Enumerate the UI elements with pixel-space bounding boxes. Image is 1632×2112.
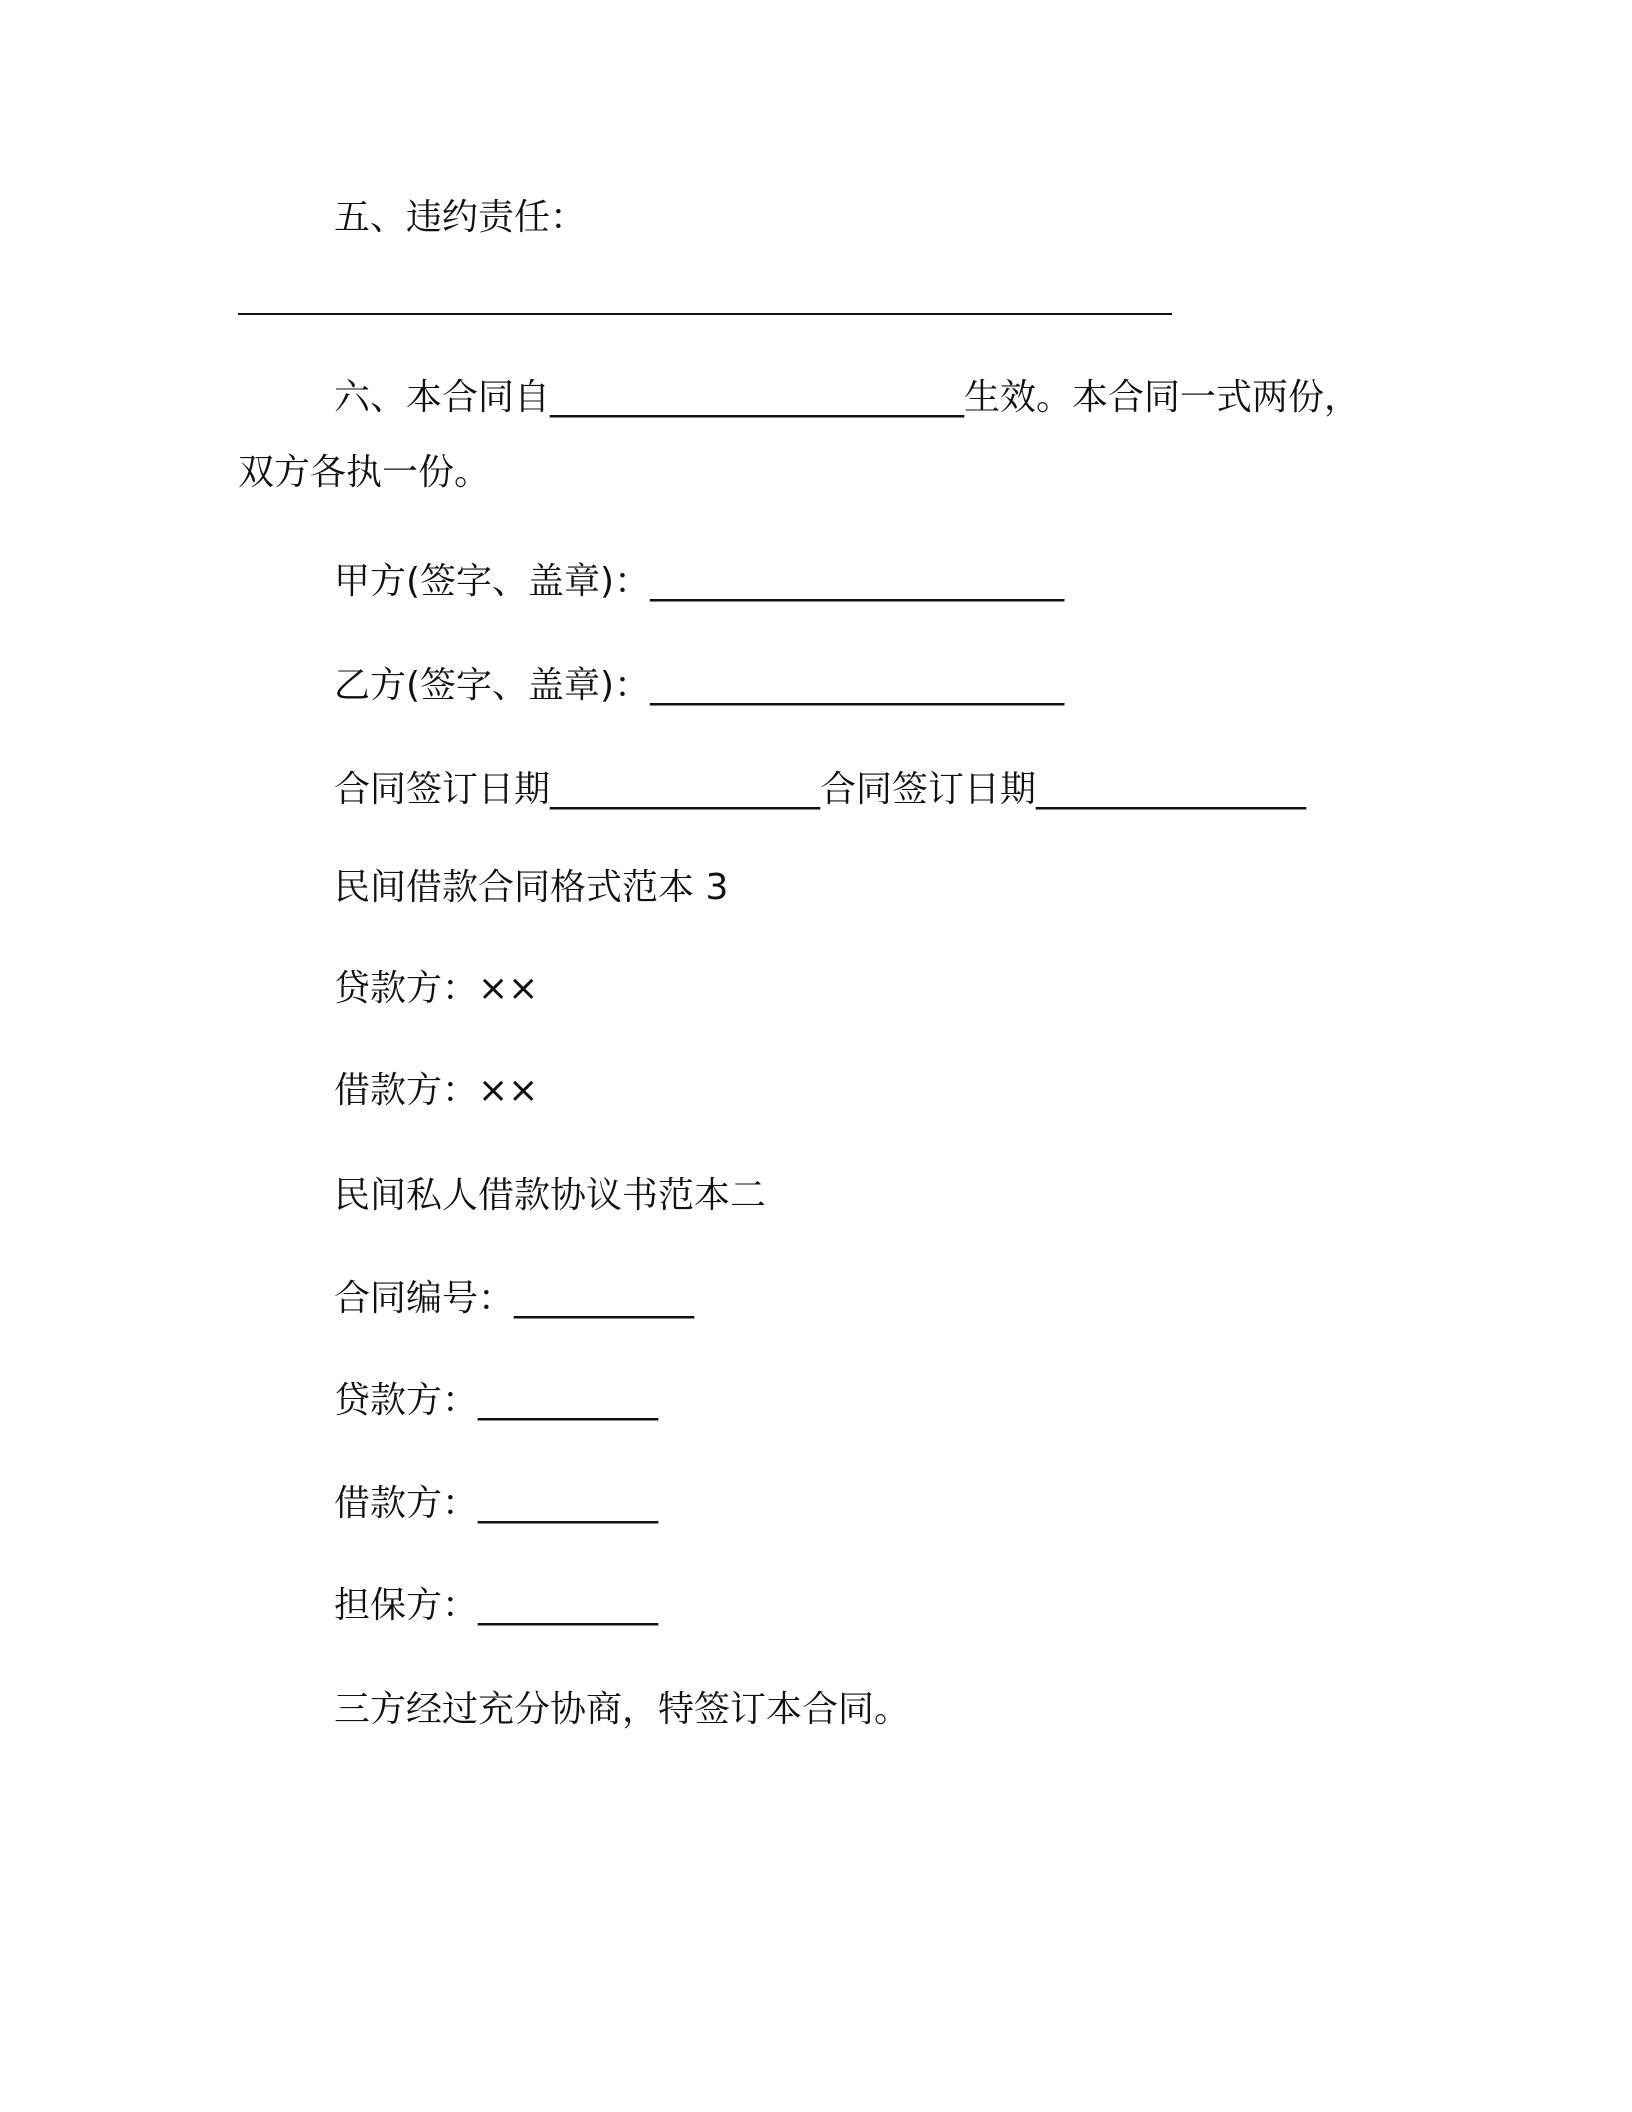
section-five-heading: 五、违约责任： <box>334 197 587 238</box>
guarantor-field: 担保方：__________ <box>334 1585 659 1626</box>
borrower-line: 借款方：×× <box>334 1070 539 1111</box>
party-b-signature: 乙方(签字、盖章)：_______________________ <box>334 665 1065 706</box>
signing-dates: 合同签订日期_______________合同签订日期_______________ <box>334 769 1307 810</box>
blank-rule-line <box>238 313 1172 315</box>
party-a-signature: 甲方(签字、盖章)：_______________________ <box>334 561 1065 602</box>
lender-line: 贷款方：×× <box>334 968 539 1009</box>
template-2-title: 民间私人借款协议书范本二 <box>334 1175 767 1216</box>
lender-field: 贷款方：__________ <box>334 1380 659 1421</box>
section-six-continuation: 双方各执一份。 <box>238 452 491 493</box>
contract-number-field: 合同编号：__________ <box>334 1278 695 1319</box>
agreement-statement: 三方经过充分协商，特签订本合同。 <box>334 1689 911 1730</box>
borrower-field: 借款方：__________ <box>334 1483 659 1524</box>
template-3-title: 民间借款合同格式范本 3 <box>334 867 729 908</box>
section-six-text: 六、本合同自_______________________生效。本合同一式两份， <box>334 377 1361 418</box>
